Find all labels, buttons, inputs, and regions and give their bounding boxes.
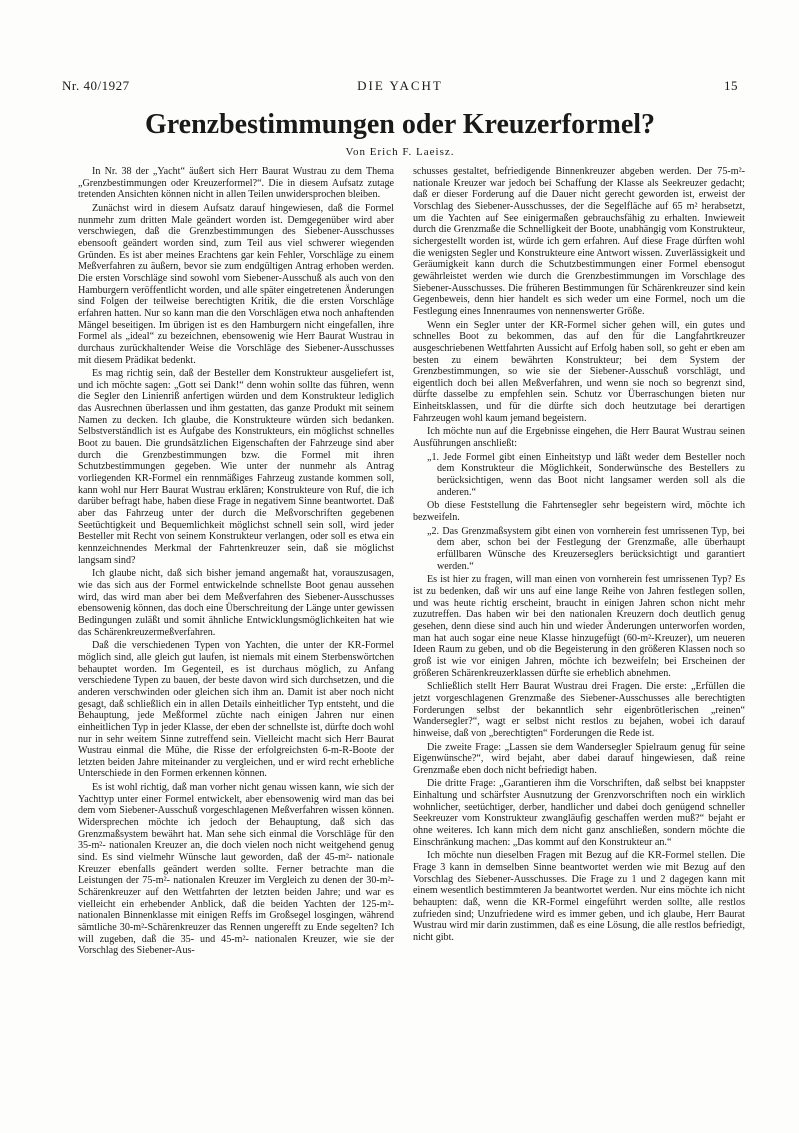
paragraph: Die dritte Frage: „Garantieren ihm die Vorschriften, daß selbst bei knappster Einhaltung und schärfster Ausnutzung der Grenzvorschriften noch ein wirklich wohnlicher, seetüchtiger, derber, handlicher und dabei doch genügend schneller Seekreuzer vom Konstrukteur zwangläufig geschaffen werden muß?“ bejaht er ohne weiteres. Ich kann mich dem nicht ganz anschließen, sondern möchte die Einschränkung machen: „Das kommt auf den Konstrukteur an.“ — [413, 778, 745, 848]
paragraph: Es ist wohl richtig, daß man vorher nicht genau wissen kann, wie sich der Yachttyp unter einer Formel entwickelt, aber ebensowenig wird man das bei dem vom Siebener-Ausschuß vorgeschlagenen Meßverfahren wissen können. Widersprechen möchte ich jedoch der Behauptung, daß sich das Grenzmaßsystem bewährt hat. Man sehe sich einmal die Vorschläge für den 35-m²- nationalen Kreuzer an, die doch vielen noch nicht weitgehend genug sind. Es sind vielmehr Wünsche laut geworden, daß der 45-m²- nationale Kreuzer ebenfalls geändert werden sollte. Ferner betrachte man die Leistungen der 75-m²- nationalen Kreuzer im Vergleich zu denen der 30-m²-Schärenkreuzer auf den Wettfahrten der letzten beiden Jahre; und war es vielleicht ein erhebender Anblick, daß die beiden Yachten der 125-m²- nationalen Binnenklasse mit einigen Reffs im Großsegel losgingen, während sämtliche 30-m²-Schärenkreuzer das Rennen ungerefft zu Ende segelten? Ich will zugeben, daß die 35- und 45-m²- nationalen Kreuzer, wie sie der Vorschlag des Siebener-Aus- — [78, 782, 394, 957]
paragraph: In Nr. 38 der „Yacht“ äußert sich Herr Baurat Wustrau zu dem Thema „Grenzbestimmungen oder Kreuzerformel?“. Die in diesem Aufsatz zutage tretenden Ansichten können nicht in allen Teilen unwidersprochen bleiben. — [78, 166, 394, 201]
paragraph: Es ist hier zu fragen, will man einen von vornherein fest umrissenen Typ? Es ist zu bedenken, daß wir uns auf eine lange Reihe von Jahren festlegen sollen, und was heute richtig erscheint, braucht in einigen Jahren schon nicht mehr zuzutreffen. Das haben wir bei den nationalen Kreuzern doch deutlich genug gesehen, denn diese sind auch hin und wieder Änderungen unterworfen worden, man hat auch sogar eine neue Klasse hinzugefügt (60-m²-Kreuzer), um neueren Ideen Raum zu geben, und ob die Begeisterung in den größeren Klassen noch so groß ist wie vor einigen Jahren, möchte ich bezweifeln; bei Erscheinen der größeren Schärenkreuzerklassen dürfte sie erheblich abnehmen. — [413, 574, 745, 679]
article-title: Grenzbestimmungen oder Kreuzerformel? — [144, 109, 656, 140]
paragraph: Schließlich stellt Herr Baurat Wustrau drei Fragen. Die erste: „Erfüllen die jetzt vorgeschlagenen Grenzmaße des Siebener-Ausschusses alle berechtigten Forderungen selbst der bekanntlich sehr eigenbrötlerischen „reinen“ Wandersegler?“, wagt er selbst nicht restlos zu bejahen, wobei ich darauf hinweise, daß von „berechtigten“ Forderungen die Rede ist. — [413, 681, 745, 739]
article-byline: Von Erich F. Laeisz. — [345, 146, 455, 158]
running-head — [62, 78, 738, 96]
paragraph: Ob diese Feststellung die Fahrtensegler sehr begeistern wird, möchte ich bezweifeln. — [413, 500, 745, 524]
text-column-right — [413, 166, 745, 946]
page-number: 15 — [724, 78, 738, 93]
text-column-left — [78, 166, 394, 959]
quoted-conclusion: „2. Das Grenzmaßsystem gibt einen von vornherein fest umrissenen Typ, bei dem aber, schon bei der Festlegung der Grenzmaße, alle überhaupt erfüllbaren Wünsche des Kreuzerseglers berücksichtigt und garantiert werden.“ — [427, 525, 745, 572]
paragraph: Es mag richtig sein, daß der Besteller dem Konstrukteur ausgeliefert ist, und ich möchte sagen: „Gott sei Dank!“ denn wohin sollte das führen, wenn die Segler den Linienriß anfertigen würden und dem Konstrukteur lediglich das Ausrechnen überlassen und ihm gestatten, das ganze Produkt mit seinem Namen zu decken. Ich glaube, die Konstrukteure würden sich bedanken. Selbstverständlich ist es Aufgabe des Konstrukteurs, ein möglichst schnelles Boot zu bauen. Die grundsätzlichen Eigenschaften der Fahrzeuge sind aber durch die Grenzbestimmungen bzw. die Formel mit ihren Schutzbestimmungen gegeben. Wie unter der nunmehr als Antrag vorliegenden KR-Formel ein rennmäßiges Fahrzeug zustande kommen soll, kann wohl nur Herr Baurat Wustrau erklären; Konstrukteure von Ruf, die ich darüber befragt habe, haben diese Frage in negativem Sinne beantwortet. Daß aber das Fahrzeug unter der durch die Meßvorschriften gegebenen Seetüchtigkeit und Bequemlichkeit möglichst schnell sein soll, wird jeder Besteller mit Recht von seinem Konstrukteur verlangen, oder soll es etwa ein kennzeichnendes Merkmal der Fahrtenkreuzer sein, daß sie möglichst langsam sind? — [78, 368, 394, 566]
paragraph: Zunächst wird in diesem Aufsatz darauf hingewiesen, daß die Formel nunmehr zum dritten Male geändert worden ist. Demgegenüber wird aber verschwiegen, daß die Grenzbestimmungen des Siebener-Ausschusses ebensooft geändert worden sind, zum Teil aus viel schwerer wiegenden Gründen. Es ist aber meines Erachtens gar kein Fehler, Vorschläge zu einem Meßverfahren zu äußern, bevor sie zum endgültigen Antrag erhoben werden. Die ersten Vorschläge sind sowohl vom Siebener-Ausschuß als auch von den Hamburgern veröffentlicht worden, und alle später eingetretenen Änderungen sind Folgen der teilweise berechtigten Kritik, die die ersten Vorschläge erfahren hatten. Nur so kann man die den Vorschlägen etwa noch anhaftenden Mängel beseitigen. Im übrigen ist es den Hamburgern nicht eingefallen, ihre Formel als „ideal“ zu bezeichnen, ebensowenig wie Herr Baurat Wustrau in durchaus zurückhaltender Weise die Vorschläge des Siebener-Ausschusses mit diesem Prädikat bedenkt. — [78, 202, 394, 366]
paragraph: Ich möchte nun auf die Ergebnisse eingehen, die Herr Baurat Wustrau seinen Ausführungen anschließt: — [413, 426, 745, 450]
issue-number: Nr. 40/1927 — [62, 78, 130, 93]
paragraph: Ich möchte nun dieselben Fragen mit Bezug auf die KR-Formel stellen. Die Frage 3 kann in demselben Sinne beantwortet werden wie mit Bezug auf den Vorschlag des Siebener-Ausschusses. Die Frage zu 1 und 2 dagegen kann mit einem wesentlich bestimmteren Ja beantwortet werden. Nur eins möchte ich nicht behaupten: daß, wenn die KR-Formel eingeführt werden sollte, alle restlos zufrieden sind; Unzufriedene wird es immer geben, und ich glaube, Herr Baurat Wustrau wird mir darin zustimmen, daß es eine Lösung, die alle restlos befriedigt, nicht gibt. — [413, 850, 745, 943]
paragraph: Die zweite Frage: „Lassen sie dem Wandersegler Spielraum genug für seine Eigenwünsche?“, wird bejaht, aber dabei darauf hingewiesen, daß reine Grenzmaße eben doch nicht befriedigt haben. — [413, 741, 745, 776]
quoted-conclusion: „1. Jede Formel gibt einen Einheitstyp und läßt weder dem Besteller noch dem Konstrukteur die Möglichkeit, Sonderwünsche des Bestellers zu berücksichtigen, wenn das Boot nicht langsamer werden soll als die anderen.“ — [427, 451, 745, 498]
magazine-name: DIE YACHT — [357, 78, 443, 93]
paragraph-continuation: schusses gestaltet, befriedigende Binnenkreuzer abgeben werden. Der 75-m²- nationale Kreuzer war jedoch bei Schaffung der Klasse als Seekreuzer gedacht; daß er dieser Forderung auf die Dauer nicht gerecht geworden ist, erweist der Vorschlag des Siebener-Ausschusses, der die Segelfläche auf 65 m² herabsetzt, um die Yachten auf See einigermaßen gebrauchsfähig zu erhalten. Inwieweit durch die Grenzmaße die Schnelligkeit der Boote, unabhängig vom Konstrukteur, sichergestellt worden ist, würde ich gern erfahren. Auf diese Frage dürften wohl die wenigsten Segler und Konstrukteure eine Antwort wissen. Zuverlässigkeit und Geräumigkeit kann durch die Schutzbestimmungen einer Formel ebensogut gewährleistet werden wie durch die Grenzbestimmungen im Vorschlage des Siebener-Ausschusses. Die früheren Bestimmungen für Schärenkreuzer sind kein Gegenbeweis, denn hier handelt es sich weder um eine Formel, noch um die Festlegung eines Innenraumes von nennenswerter Größe. — [413, 166, 745, 317]
paragraph: Daß die verschiedenen Typen von Yachten, die unter der KR-Formel möglich sind, alle gleich gut laufen, ist niemals mit einem Sterbenswörtchen behauptet worden. Im Gegenteil, es ist durchaus möglich, zu Anfang verschiedene Typen zu bauen, der beste davon wird sich durchsetzen, und die anderen verschwinden oder gleichen sich ihm an. Damit ist aber noch nicht gesagt, daß schließlich ein in allen Details einheitlicher Typ entsteht, und die Behauptung, jede Meßformel züchte nach einigen Jahren nur einen einheitlichen Typ in jeder Klasse, der eben der schnellste ist, dürfte doch wohl nur in sehr weitem Sinne zutreffend sein. Vielleicht macht sich Herr Baurat Wustrau einmal die Mühe, die Risse der erfolgreichsten 6-m-R-Boote der letzten beiden Jahre miteinander zu vergleichen, und er wird recht erhebliche Unterschiede in den Formen erkennen können. — [78, 640, 394, 780]
paragraph: Wenn ein Segler unter der KR-Formel sicher gehen will, ein gutes und schnelles Boot zu bekommen, das auf den für die Langfahrtkreuzer ausgeschriebenen Wettfahrten Aussicht auf Erfolg haben soll, so geht er eben am besten zu einem bewährten Konstrukteur; bei dem System der Grenzbestimmungen, so wie sie der Siebener-Ausschuß vorschlägt, und eigentlich doch bei allen Meßverfahren, und wenn sie noch so begrenzt sind, dürfte dasselbe zu empfehlen sein. Schutz vor Überraschungen bieten nur Einheitsklassen, und für die dürfte sich doch heutzutage bei derartigen Fahrzeugen wohl kaum jemand begeistern. — [413, 319, 745, 424]
paragraph: Ich glaube nicht, daß sich bisher jemand angemaßt hat, vorauszusagen, wie das sich aus der Formel entwickelnde schnellste Boot genau aussehen wird, das wird man aber bei dem Meßverfahren des Siebener-Ausschusses ebensowenig können, das doch eine Überschreitung der Länge unter gewissen Bedingungen zuläßt und somit ähnliche Entwicklungsmöglichkeiten hat wie das Schärenkreuzermeßverfahren. — [78, 568, 394, 638]
